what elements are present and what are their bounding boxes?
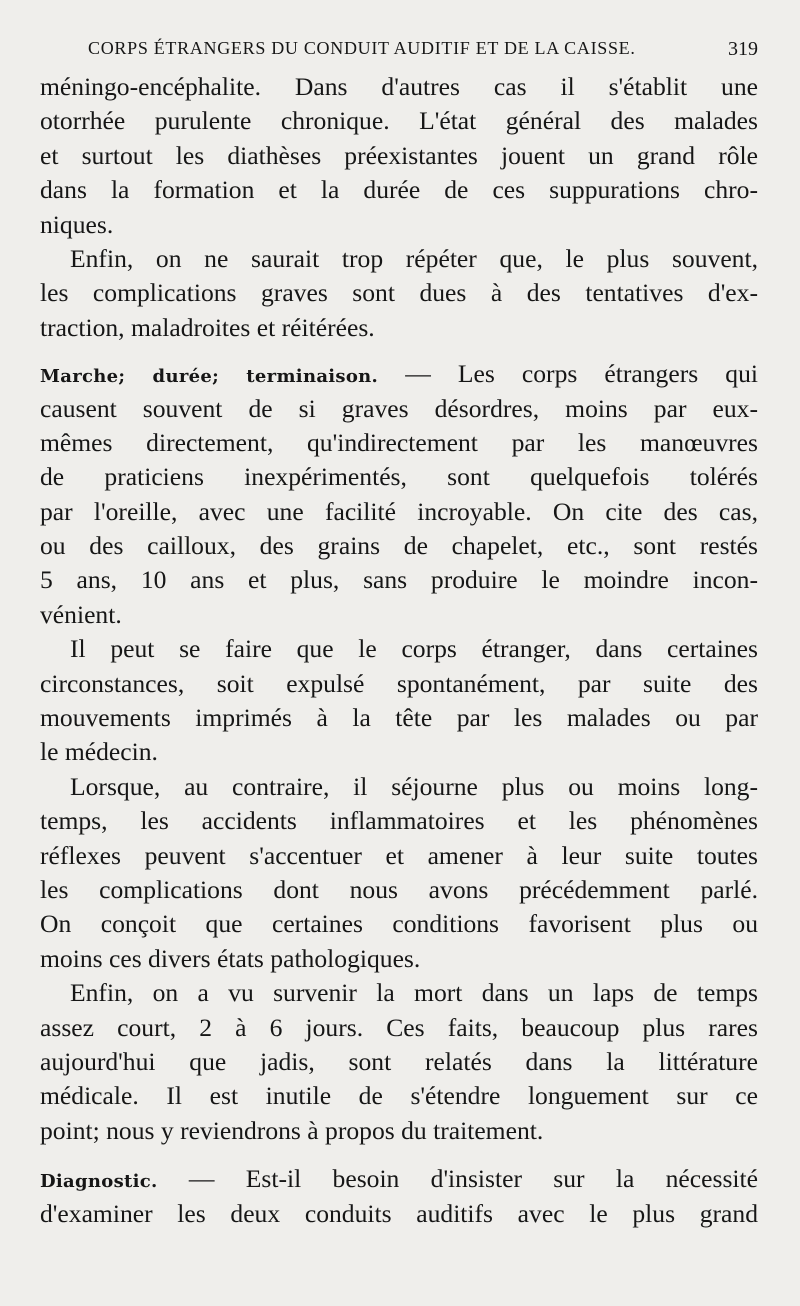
text-line: assez court, 2 à 6 jours. Ces faits, beaucoup plus rares: [40, 1012, 758, 1042]
text-line: Lorsque, au contraire, il séjourne plus ou moins long-: [70, 771, 758, 801]
text-line: méningo-encéphalite. Dans d'autres cas il s'établit une: [40, 72, 758, 101]
text-line: par l'oreille, avec une facilité incroyable. On cite des cas,: [40, 496, 758, 526]
text-line: vénient.: [40, 599, 122, 629]
paragraph: [40, 976, 758, 1148]
section-first-line: [40, 1162, 758, 1196]
text-line: aujourd'hui que jadis, sont relatés dans la littérature: [40, 1046, 758, 1076]
text-line: et surtout les diathèses préexistantes jouent un grand rôle: [40, 140, 758, 170]
section-marche: [40, 357, 758, 632]
text-line: niques.: [40, 209, 114, 239]
page-number: 319: [728, 38, 758, 60]
paragraph: [40, 242, 758, 345]
text-line: réflexes peuvent s'accentuer et amener à leur suite toutes: [40, 840, 758, 870]
text-line: d'examiner les deux conduits auditifs avec le plus grand: [40, 1198, 758, 1228]
running-title: CORPS ÉTRANGERS DU CONDUIT AUDITIF ET DE LA CAISSE.: [88, 38, 636, 58]
text-line: otorrhée purulente chronique. L'état général des malades: [40, 106, 758, 136]
text-line: mêmes directement, qu'indirectement par les manœuvres: [40, 427, 758, 457]
text-line: de praticiens inexpérimentés, sont quelquefois tolérés: [40, 462, 758, 492]
text-line: les complications graves sont dues à des tentatives d'ex-: [40, 278, 758, 308]
text-line: causent souvent de si graves désordres, moins par eux-: [40, 393, 758, 423]
paragraph: [40, 770, 758, 976]
section-lead-text: — Les corps étrangers qui: [378, 359, 758, 389]
text-line: le médecin.: [40, 737, 158, 767]
section-first-line: [40, 357, 758, 391]
section-spacer: [40, 1148, 758, 1162]
section-spacer: [40, 345, 758, 357]
text-line: traction, maladroites et réitérées.: [40, 312, 375, 342]
body-text: [40, 70, 758, 1231]
text-line: Il peut se faire que le corps étranger, dans certaines: [70, 634, 758, 664]
paragraph-continuation: [40, 70, 758, 242]
text-line: On conçoit que certaines conditions favorisent plus ou: [40, 909, 758, 939]
paragraph: [40, 632, 758, 770]
text-line: 5 ans, 10 ans et plus, sans produire le moindre incon-: [40, 565, 758, 595]
text-line: mouvements imprimés à la tête par les malades ou par: [40, 703, 758, 733]
text-line: dans la formation et la durée de ces suppurations chro-: [40, 175, 758, 205]
text-line: temps, les accidents inflammatoires et les phénomènes: [40, 806, 758, 836]
text-line: circonstances, soit expulsé spontanément, par suite des: [40, 668, 758, 698]
text-line: Enfin, on ne saurait trop répéter que, le plus souvent,: [70, 243, 758, 273]
text-line: ou des cailloux, des grains de chapelet, etc., sont restés: [40, 531, 758, 561]
text-line: médicale. Il est inutile de s'étendre longuement sur ce: [40, 1081, 758, 1111]
section-heading-diagnostic: Diagnostic.: [40, 1171, 158, 1193]
text-line: les complications dont nous avons précédemment parlé.: [40, 874, 758, 904]
section-lead-text: — Est-il besoin d'insister sur la nécessité: [157, 1164, 758, 1194]
section-heading-marche: Marche; durée; terminaison.: [40, 366, 379, 388]
text-line: point; nous y reviendrons à propos du traitement.: [40, 1115, 544, 1145]
running-head: [40, 34, 758, 64]
section-diagnostic: [40, 1162, 758, 1231]
text-line: moins ces divers états pathologiques.: [40, 943, 421, 973]
text-line: Enfin, on a vu survenir la mort dans un laps de temps: [70, 978, 758, 1008]
